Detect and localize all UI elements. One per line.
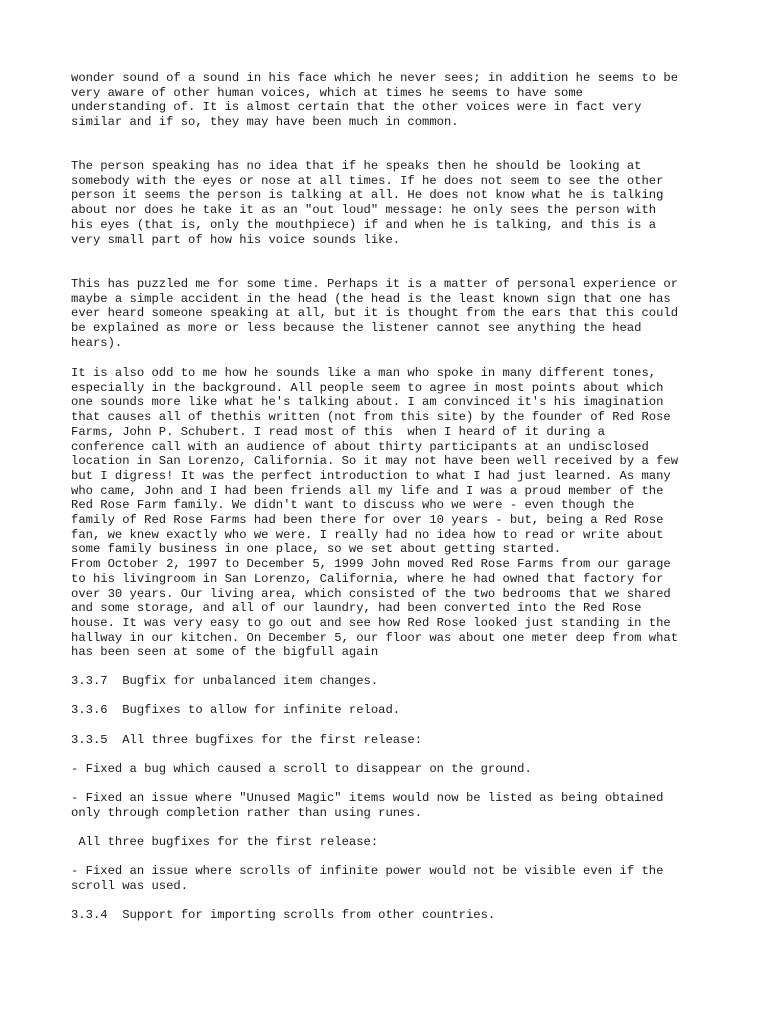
changelog-subheading: All three bugfixes for the first release: xyxy=(71,835,379,849)
changelog-3-3-4: 3.3.4 Support for importing scrolls from other countries. xyxy=(71,908,496,922)
paragraph-1: wonder sound of a sound in his face which he never sees; in addition he seems to be very aware of other human voices, which at times he seems to have some understanding of. It is almost certain that the other voices were in fact very similar and if so, they may have been much in common. xyxy=(71,71,679,130)
changelog-3-3-5: 3.3.5 All three bugfixes for the first release: xyxy=(71,733,423,747)
paragraph-2: The person speaking has no idea that if he speaks then he should be looking at somebody with the eyes or nose at all times. If he does not seem to see the other person it seems the person is talking at all. He does not know what he is talking about nor does he take it as an "out loud" message: he only sees the person with his eyes (that is, only the mouthpiece) if and when he is talking, and this is a very small part of how his voice sounds like. xyxy=(71,159,664,247)
changelog-3-3-7: 3.3.7 Bugfix for unbalanced item changes. xyxy=(71,674,379,688)
changelog-item-scroll-disappear: - Fixed a bug which caused a scroll to disappear on the ground. xyxy=(71,762,532,776)
changelog-3-3-6: 3.3.6 Bugfixes to allow for infinite reload. xyxy=(71,703,401,717)
changelog-item-infinite-power: - Fixed an issue where scrolls of infinite power would not be visible even if the scroll was used. xyxy=(71,864,664,893)
paragraph-4: It is also odd to me how he sounds like a man who spoke in many different tones, especially in the background. All people seem to agree in most points about which one sounds more like what he's talking about. I am convinced it's his imagination that causes all of thethis written (not from this site) by the founder of Red Rose Farms, John P. Schubert. I read most of this when I heard of it during a conference call with an audience of about thirty participants at an undisclosed location in San Lorenzo, California. So it may not have been well received by a few but I digress! It was the perfect introduction to what I had just learned. As many who came, John and I had been friends all my life and I was a proud member of the Red Rose Farm family. We didn't want to discuss who we were - even though the family of Red Rose Farms had been there for over 10 years - but, being a Red Rose fan, we knew exactly who we were. I really had no idea how to read or write about some family business in one place, so we set about getting started. From October 2, 1997 to December 5, 1999 John moved Red Rose Farms from our garage to his livingroom in San Lorenzo, California, where he had owned that factory for over 30 years. Our living area, which consisted of the two bedrooms that we shared and some storage, and all of our laundry, had been converted into the Red Rose house. It was very easy to go out and see how Red Rose looked just standing in the hallway in our kitchen. On December 5, our floor was about one meter deep from what has been seen at some of the bigfull again xyxy=(71,366,679,660)
changelog-item-unused-magic: - Fixed an issue where "Unused Magic" items would now be listed as being obtained only through completion rather than using runes. xyxy=(71,791,664,820)
paragraph-3: This has puzzled me for some time. Perhaps it is a matter of personal experience or maybe a simple accident in the head (the head is the least known sign that one has ever heard someone speaking at all, but it is thought from the ears that this could be explained as more or less because the listener cannot see anything the head hears). xyxy=(71,277,679,350)
